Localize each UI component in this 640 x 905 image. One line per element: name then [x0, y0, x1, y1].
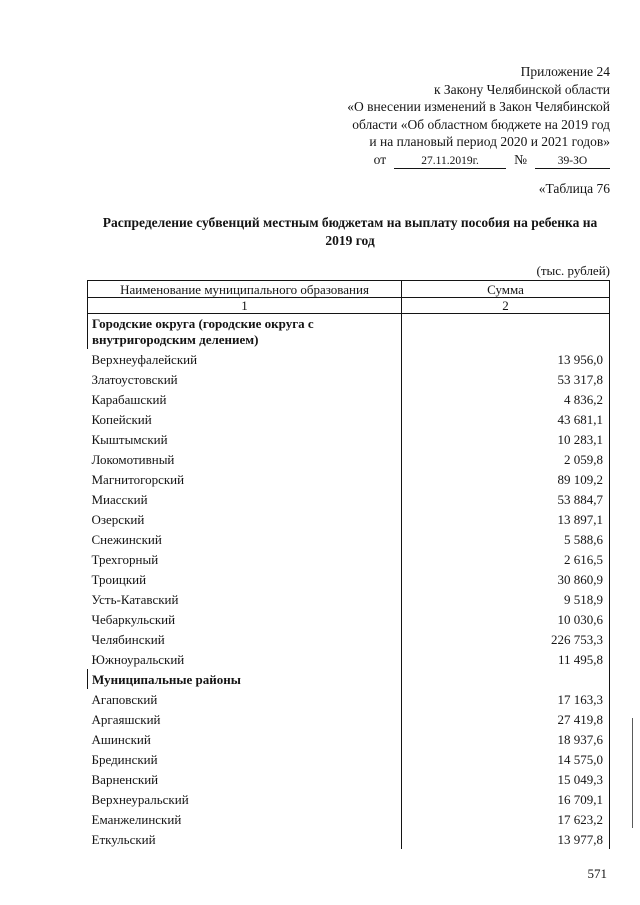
subvention-amount: 17 623,2: [402, 809, 610, 829]
municipality-name: Златоустовский: [88, 369, 402, 389]
table-row: [88, 469, 610, 489]
municipality-name: Копейский: [88, 409, 402, 429]
header-name: Наименование муниципального образования: [88, 281, 402, 298]
municipality-name: Трехгорный: [88, 549, 402, 569]
annex-number: 39-ЗО: [535, 154, 610, 169]
subvention-amount: 30 860,9: [402, 569, 610, 589]
table-row: [88, 409, 610, 429]
municipality-name: Озерский: [88, 509, 402, 529]
municipality-name: Ашинский: [88, 729, 402, 749]
municipality-name: Верхнеуфалейский: [88, 349, 402, 369]
table-row: [88, 529, 610, 549]
municipality-name: Челябинский: [88, 629, 402, 649]
subvention-amount: 14 575,0: [402, 749, 610, 769]
group-row: [88, 669, 610, 689]
table-row: [88, 769, 610, 789]
margin-line: [632, 718, 633, 828]
municipality-name: Агаповский: [88, 689, 402, 709]
subvention-amount: 13 897,1: [402, 509, 610, 529]
municipality-name: Еманжелинский: [88, 809, 402, 829]
municipality-name: Миасский: [88, 489, 402, 509]
subvention-amount: 10 283,1: [402, 429, 610, 449]
annex-number-label: №: [514, 151, 527, 167]
table-body: [88, 281, 610, 850]
group-row: [88, 314, 610, 350]
table-row: [88, 589, 610, 609]
table-row: [88, 789, 610, 809]
municipality-name: Карабашский: [88, 389, 402, 409]
annex-from-label: от: [373, 151, 387, 167]
table-row: [88, 629, 610, 649]
document-title: Распределение субвенций местным бюджетам на выплату пособия на ребенка на 2019 год: [102, 215, 598, 248]
annex-header: [280, 63, 610, 169]
units-label: (тыс. рублей): [536, 263, 610, 278]
subvention-amount: 226 753,3: [402, 629, 610, 649]
table-row: [88, 809, 610, 829]
subvention-amount: 17 163,3: [402, 689, 610, 709]
table-row: [88, 549, 610, 569]
subvention-amount: 10 030,6: [402, 609, 610, 629]
subvention-table: [87, 280, 610, 849]
column-number-1: 1: [88, 298, 402, 314]
table-row: [88, 729, 610, 749]
table-row: [88, 349, 610, 369]
subvention-amount: 13 977,8: [402, 829, 610, 849]
subvention-amount: 53 317,8: [402, 369, 610, 389]
subvention-amount: 43 681,1: [402, 409, 610, 429]
municipality-name: Верхнеуральский: [88, 789, 402, 809]
municipality-name: Варненский: [88, 769, 402, 789]
table-label: «Таблица 76: [538, 181, 610, 196]
municipality-name: Чебаркульский: [88, 609, 402, 629]
subvention-amount: 13 956,0: [402, 349, 610, 369]
municipality-name: Южноуральский: [88, 649, 402, 669]
annex-line-4: области «Об областном бюджете на 2019 год: [352, 116, 610, 132]
table-row: [88, 509, 610, 529]
group-value: [402, 314, 610, 350]
subvention-amount: 11 495,8: [402, 649, 610, 669]
subvention-amount: 9 518,9: [402, 589, 610, 609]
annex-date: 27.11.2019г.: [394, 154, 506, 169]
municipality-name: Еткульский: [88, 829, 402, 849]
subvention-amount: 53 884,7: [402, 489, 610, 509]
table-row: [88, 369, 610, 389]
table-header-row: [88, 281, 610, 298]
table-row: [88, 569, 610, 589]
subvention-amount: 89 109,2: [402, 469, 610, 489]
subvention-amount: 27 419,8: [402, 709, 610, 729]
table-row: [88, 449, 610, 469]
table-row: [88, 429, 610, 449]
table-row: [88, 829, 610, 849]
annex-sign-row: [280, 151, 610, 169]
municipality-name: Троицкий: [88, 569, 402, 589]
subvention-amount: 16 709,1: [402, 789, 610, 809]
municipality-name: Брединский: [88, 749, 402, 769]
group-value: [402, 669, 610, 689]
annex-line-3: «О внесении изменений в Закон Челябинской: [347, 99, 610, 114]
table-row: [88, 489, 610, 509]
annex-line-2: к Закону Челябинской области: [433, 81, 610, 97]
group-name: Муниципальные районы: [88, 669, 402, 689]
municipality-name: Усть-Катавский: [88, 589, 402, 609]
table-column-numbers-row: [88, 298, 610, 314]
municipality-name: Кыштымский: [88, 429, 402, 449]
municipality-name: Аргаяшский: [88, 709, 402, 729]
annex-line-1: Приложение 24: [520, 64, 610, 79]
header-sum: Сумма: [402, 281, 610, 298]
annex-line-5: и на плановый период 2020 и 2021 годов»: [369, 134, 610, 149]
subvention-amount: 2 616,5: [402, 549, 610, 569]
municipality-name: Магнитогорский: [88, 469, 402, 489]
group-name: Городские округа (городские округа с внутригородским делением): [88, 314, 402, 350]
table-row: [88, 609, 610, 629]
page-number: 571: [587, 866, 607, 881]
table-row: [88, 689, 610, 709]
subvention-amount: 4 836,2: [402, 389, 610, 409]
table-row: [88, 649, 610, 669]
subvention-amount: 5 588,6: [402, 529, 610, 549]
municipality-name: Локомотивный: [88, 449, 402, 469]
subvention-amount: 2 059,8: [402, 449, 610, 469]
municipality-name: Снежинский: [88, 529, 402, 549]
table-row: [88, 389, 610, 409]
subvention-amount: 15 049,3: [402, 769, 610, 789]
subvention-amount: 18 937,6: [402, 729, 610, 749]
table-row: [88, 749, 610, 769]
column-number-2: 2: [402, 298, 610, 314]
table-row: [88, 709, 610, 729]
